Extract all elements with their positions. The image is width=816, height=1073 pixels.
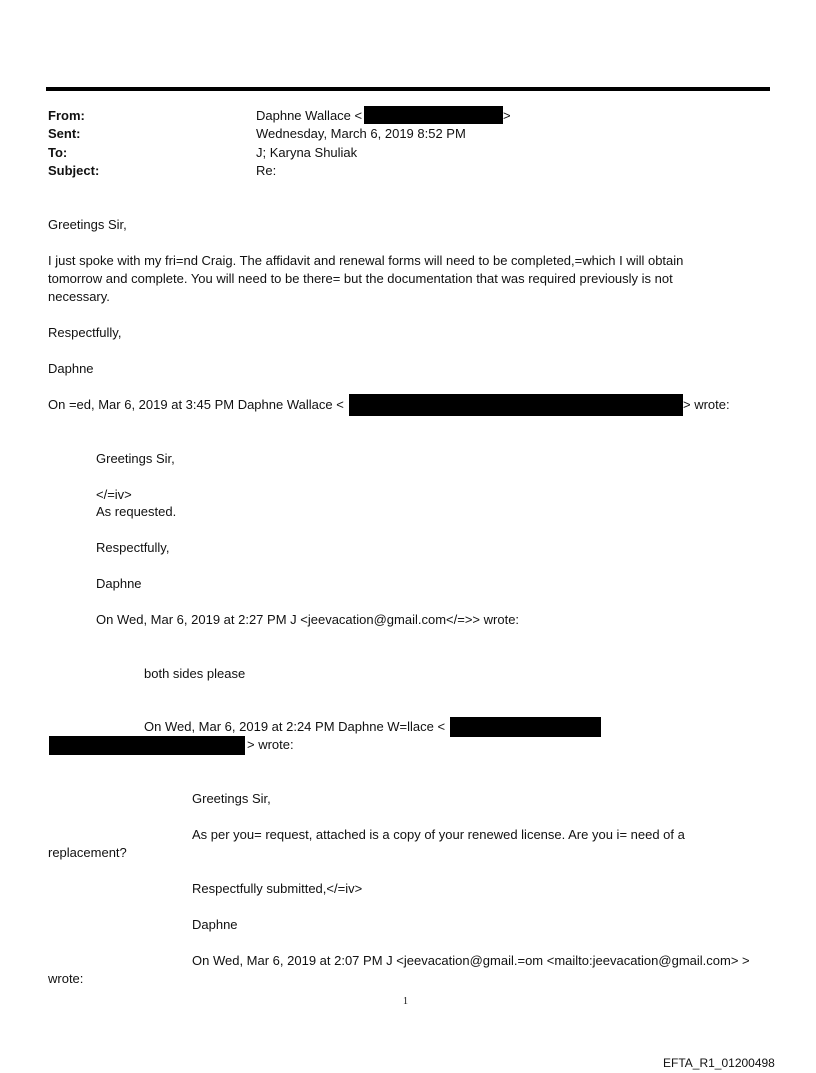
quote3-signature: Daphne bbox=[192, 917, 238, 932]
to-label: To: bbox=[48, 145, 68, 160]
redaction-from-email bbox=[364, 106, 503, 124]
quote4-header-line-2: wrote: bbox=[48, 971, 84, 986]
sent-label: Sent: bbox=[48, 126, 81, 141]
quote3-greeting: Greetings Sir, bbox=[192, 791, 271, 806]
quote1-tag-line: </=iv> bbox=[96, 487, 132, 502]
quote1-greeting: Greetings Sir, bbox=[96, 451, 175, 466]
body-signature: Daphne bbox=[48, 361, 94, 376]
quote3-para-line-2: replacement? bbox=[48, 845, 127, 860]
quote3-para-line-1: As per you= request, attached is a copy of your renewed license. Are you i= need of a bbox=[192, 827, 685, 842]
sent-value: Wednesday, March 6, 2019 8:52 PM bbox=[256, 126, 466, 141]
body-para-line-3: necessary. bbox=[48, 289, 110, 304]
to-value: J; Karyna Shuliak bbox=[256, 145, 358, 160]
redaction-quote3-email-a bbox=[450, 717, 601, 737]
from-label: From: bbox=[48, 108, 85, 123]
quote1-line: As requested. bbox=[96, 504, 177, 519]
redaction-quote3-email-b bbox=[49, 736, 245, 755]
header-rule bbox=[46, 87, 770, 91]
body-para-line-2: tomorrow and complete. You will need to be there= but the documentation that was required previously is not bbox=[48, 271, 673, 286]
body-para-line-1: I just spoke with my fri=nd Craig. The affidavit and renewal forms will need to be completed,=which I will obtain bbox=[48, 253, 684, 268]
footer-document-id: EFTA_R1_01200498 bbox=[663, 1056, 775, 1070]
redaction-quote1-email bbox=[349, 394, 683, 416]
body-greeting: Greetings Sir, bbox=[48, 217, 127, 232]
quote1-header-suffix: > wrote: bbox=[683, 397, 730, 412]
quote1-header-prefix: On =ed, Mar 6, 2019 at 3:45 PM Daphne Wallace < bbox=[48, 397, 344, 412]
quote3-header-suffix: > wrote: bbox=[247, 737, 294, 752]
from-value: Daphne Wallace < bbox=[256, 108, 363, 123]
quote3-closing: Respectfully submitted,</=iv> bbox=[192, 881, 363, 896]
subject-value: Re: bbox=[256, 163, 277, 178]
quote2-line: both sides please bbox=[144, 666, 246, 681]
quote1-closing: Respectfully, bbox=[96, 540, 170, 555]
from-close: > bbox=[503, 108, 511, 123]
quote3-header-prefix: On Wed, Mar 6, 2019 at 2:24 PM Daphne W=llace < bbox=[144, 719, 446, 734]
quote4-header-line-1: On Wed, Mar 6, 2019 at 2:07 PM J <jeevacation@gmail.=om <mailto:jeevacation@gmail.com> > bbox=[192, 953, 750, 968]
quote1-signature: Daphne bbox=[96, 576, 142, 591]
page-number: 1 bbox=[403, 996, 408, 1007]
body-closing: Respectfully, bbox=[48, 325, 122, 340]
quote2-header: On Wed, Mar 6, 2019 at 2:27 PM J <jeevacation@gmail.com</=>> wrote: bbox=[96, 612, 520, 627]
subject-label: Subject: bbox=[48, 163, 100, 178]
